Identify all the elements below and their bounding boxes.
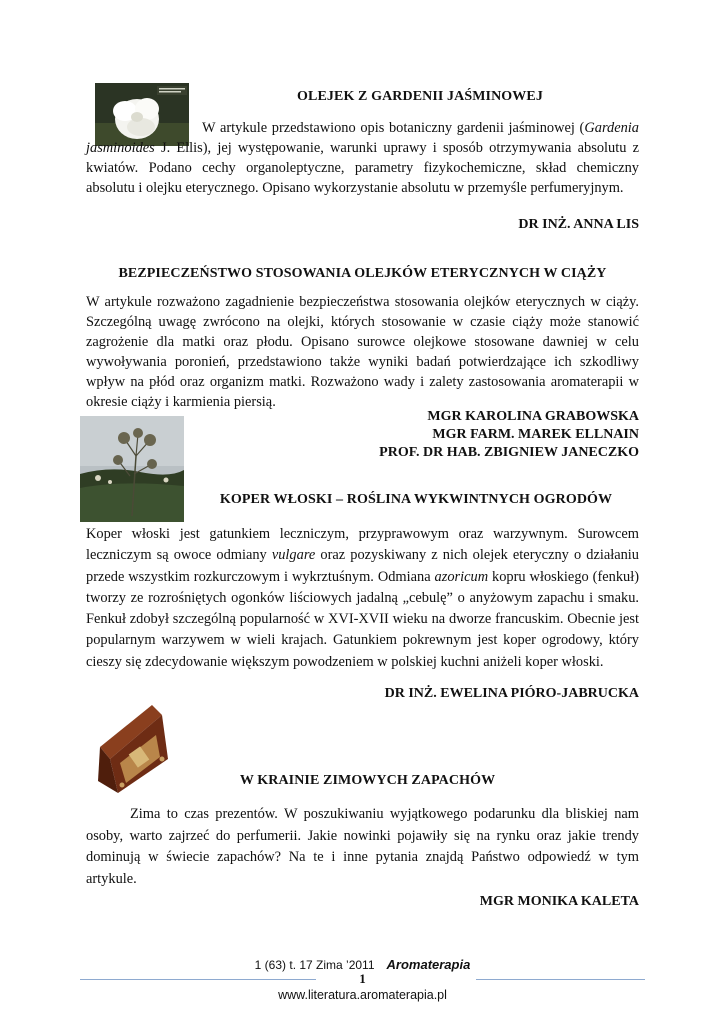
article-body: Zima to czas prezentów. W poszukiwaniu wyjątkowego podarunku dla bliskiej nam osoby, warto zajrzeć do perfumerii. Jakie nowinki pojawiły się na rynku oraz jakie trendy dominują w świecie zapachów? Na te i inne pytania znajdą Państwo odpowiedź w tym artykule. xyxy=(86,806,639,887)
footer-rule-right xyxy=(476,979,645,980)
page-number: 1 xyxy=(359,971,366,986)
article-title: KOPER WŁOSKI – ROŚLINA WYKWINTNYCH OGRODÓW xyxy=(219,492,613,507)
variety-name: vulgare xyxy=(271,547,316,564)
article-title: BEZPIECZEŃSTWO STOSOWANIA OLEJKÓW ETERYCZNYCH W CIĄŻY xyxy=(118,266,607,281)
article-author: PROF. DR HAB. ZBIGNIEW JANECZKO xyxy=(379,445,639,460)
article-body: Koper włoski jest gatunkiem leczniczym, przyprawowym oraz warzywnym. Surowcem leczniczym są owoce odmiany vulgare oraz pozyskiwany z nich olejek eteryczny o działaniu przede wszystkim rozkurczowym i wykrztuśnym. Odmiana azoricum kopru włoskiego (fenkuł) tworzy ze rozrośniętych ogonków liściowych jadalną „cebulę” o anyżowym zapachu i smaku. Fenkuł zdobył szczególną popularność w XVI-XVII wieku na dworze francuskim. Obecnie jest popularnym warzywem w wieli krajach. Gatunkiem pokrewnym jest koper ogrodowy, który cieszy się zdecydowanie większym powodzeniem w polskiej kuchni aniżeli koper włoski. xyxy=(86,526,639,670)
brand-logo: Aromaterapia xyxy=(386,957,471,972)
article-author: DR INŻ. ANNA LIS xyxy=(518,217,639,232)
article-author: MGR FARM. MAREK ELLNAIN xyxy=(432,427,639,442)
article-body: W artykule przedstawiono opis botaniczny gardenii jaśminowej (Gardenia jasminoides J. Ellis), jej występowanie, warunki uprawy i sposób otrzymywania absolutu z kwiatów. Podano cechy organoleptyczne, parametry fizykochemiczne, skład chemiczny absolutu i olejku eterycznego. Opisano wykorzystanie absolutu w przemyśle perfumeryjnym. xyxy=(86,120,639,196)
issue-info: 1 (63) t. 17 Zima ’2011 xyxy=(254,958,375,972)
perfume-box-image xyxy=(92,703,176,795)
footer-url-link[interactable]: www.literatura.aromaterapia.pl xyxy=(278,988,447,1002)
fennel-image xyxy=(80,416,184,522)
species-name: Gardenia jasminoides xyxy=(86,120,639,156)
article-body: W artykule rozważono zagadnienie bezpieczeństwa stosowania olejków eterycznych w ciąży. Szczególną uwagę zwrócono na olejki, których stosowanie w czasie ciąży może stanowić zagrożenie dla matki oraz płodu. Opisano surowce olejkowe stosowane dawniej w celu wywoływania poronień, przedstawiono także wyniki badań potwierdzające ich szkodliwy wpływ na płód oraz organizm matki. Rozważono wady i zalety zastosowania aromaterapii w okresie ciąży i karmienia piersią. xyxy=(86,294,639,410)
article-title: W KRAINIE ZIMOWYCH ZAPACHÓW xyxy=(239,773,496,788)
variety-name: azoricum xyxy=(434,568,489,585)
article-author: MGR MONIKA KALETA xyxy=(479,894,639,909)
article-author: DR INŻ. EWELINA PIÓRO-JABRUCKA xyxy=(384,686,639,701)
article-title: OLEJEK Z GARDENII JAŚMINOWEJ xyxy=(297,89,543,104)
article-author: MGR KAROLINA GRABOWSKA xyxy=(427,409,639,424)
